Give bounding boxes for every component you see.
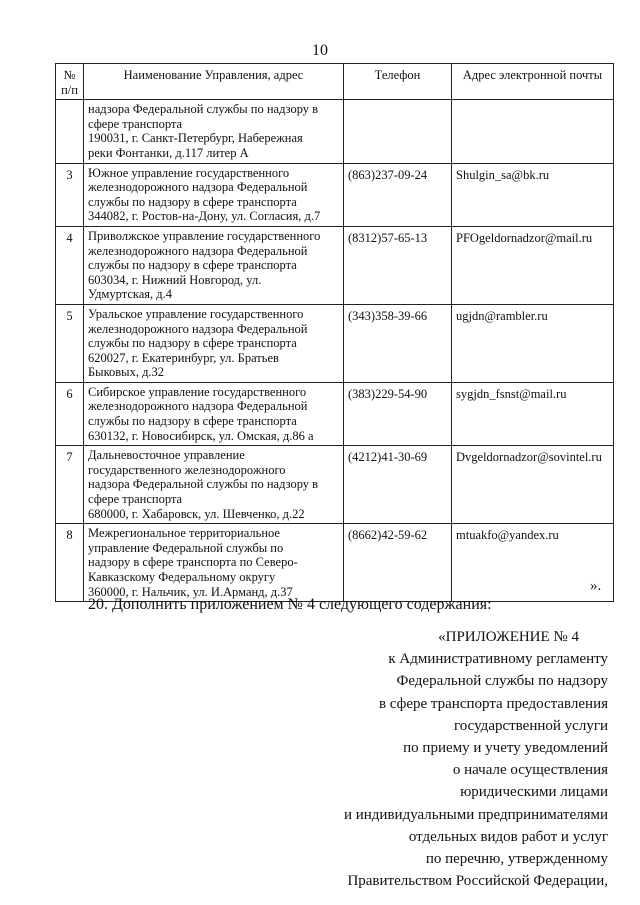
row-number: 4: [56, 226, 84, 304]
page-number: 10: [312, 42, 328, 59]
name-line: Кавказскому Федеральному округу: [88, 570, 276, 584]
appendix-line: и индивидуальными предпринимателями: [343, 806, 608, 823]
phone-number: (343)358-39-66: [344, 304, 452, 382]
appendix-line: к Административному регламенту: [388, 651, 608, 668]
name-line: Приволжское управление государственного: [88, 228, 321, 243]
appendix-lines: [268, 648, 608, 892]
name-line: сфере транспорта: [88, 116, 183, 131]
email-address: mtuakfo@yandex.ru: [452, 524, 614, 602]
table-row: [56, 163, 614, 226]
department-name-address: [84, 382, 344, 445]
name-line: службы по надзору в сфере транспорта: [88, 194, 297, 209]
email-address: [452, 100, 614, 163]
email-address: Dvgeldornadzor@sovintel.ru: [452, 446, 614, 524]
department-name-address: [84, 100, 344, 163]
table-header-row: [56, 64, 614, 100]
table-row: [56, 382, 614, 445]
phone-number: (4212)41-30-69: [344, 446, 452, 524]
row-number: 6: [56, 382, 84, 445]
appendix-line: юридическими лицами: [460, 784, 608, 801]
name-line: 620027, г. Екатеринбург, ул. Братьев: [88, 350, 279, 365]
name-line: службы по надзору в сфере транспорта: [88, 414, 297, 429]
header-name: Наименование Управления, адрес: [84, 64, 344, 100]
row-number: 3: [56, 163, 84, 226]
row-number: 7: [56, 446, 84, 524]
name-line: надзора Федеральной службы по надзору в: [88, 477, 319, 492]
phone-number: (8312)57-65-13: [344, 226, 452, 304]
name-line: Южное управление государственного: [88, 165, 290, 180]
name-line: 630132, г. Новосибирск, ул. Омская, д.86 а: [88, 428, 314, 443]
name-line: службы по надзору в сфере транспорта: [88, 258, 297, 273]
name-line: сфере транспорта: [88, 492, 183, 507]
name-line: железнодорожного надзора Федеральной: [88, 180, 308, 195]
phone-number: [344, 100, 452, 163]
phone-number: (383)229-54-90: [344, 382, 452, 445]
name-line: 680000, г. Хабаровск, ул. Шевченко, д.22: [88, 506, 305, 521]
name-line: Удмуртская, д.4: [88, 287, 173, 302]
appendix-line: о начале осуществления: [452, 762, 608, 779]
table-row: [56, 100, 614, 163]
appendix-header-block: [268, 626, 608, 892]
name-line: железнодорожного надзора Федеральной: [88, 399, 308, 414]
name-line: государственного железнодорожного: [88, 462, 286, 477]
appendix-line: Федеральной службы по надзору: [396, 673, 608, 690]
email-address: PFOgeldornadzor@mail.ru: [452, 226, 614, 304]
department-name-address: [84, 524, 344, 602]
table-row: [56, 304, 614, 382]
name-line: реки Фонтанки, д.117 литер А: [88, 145, 249, 160]
row-number: 8: [56, 524, 84, 602]
table-row: [56, 446, 614, 524]
name-line: железнодорожного надзора Федеральной: [88, 321, 308, 336]
table-row: [56, 524, 614, 602]
name-line: Уральское управление государственного: [88, 306, 304, 321]
name-line: управление Федеральной службы по: [88, 540, 284, 555]
name-line: 190031, г. Санкт-Петербург, Набережная: [88, 131, 303, 146]
department-name-address: [84, 304, 344, 382]
table-row: [56, 226, 614, 304]
header-num: № п/п: [56, 64, 84, 100]
name-line: надзору в сфере транспорта по Северо-: [88, 555, 298, 570]
email-address: sygjdn_fsnst@mail.ru: [452, 382, 614, 445]
name-line: 603034, г. Нижний Новгород, ул.: [88, 272, 262, 287]
departments-table: [55, 63, 614, 602]
header-phone: Телефон: [344, 64, 452, 100]
name-line: Сибирское управление государственного: [88, 384, 307, 399]
header-email: Адрес электронной почты: [452, 64, 614, 100]
appendix-line: в сфере транспорта предоставления: [378, 695, 608, 712]
department-name-address: [84, 226, 344, 304]
email-address: Shulgin_sa@bk.ru: [452, 163, 614, 226]
table-body: [56, 100, 614, 602]
name-line: Межрегиональное территориальное: [88, 526, 280, 541]
appendix-line: государственной услуги: [454, 717, 608, 734]
appendix-line: по приему и учету уведомлений: [403, 740, 608, 757]
appendix-heading: «ПРИЛОЖЕНИЕ № 4: [438, 629, 579, 645]
name-line: железнодорожного надзора Федеральной: [88, 243, 308, 258]
name-line: 344082, г. Ростов-на-Дону, ул. Согласия, д.7: [88, 209, 321, 224]
row-number: 5: [56, 304, 84, 382]
email-address: ugjdn@rambler.ru: [452, 304, 614, 382]
name-line: 360000, г. Нальчик, ул. И.Арманд, д.37: [88, 584, 293, 599]
name-line: Быковых, д.32: [88, 365, 165, 380]
appendix-line: отдельных видов работ и услуг: [408, 828, 608, 845]
appendix-line: Правительством Российской Федерации,: [347, 873, 608, 890]
name-line: службы по надзору в сфере транспорта: [88, 336, 297, 351]
closing-quote: ».: [590, 578, 602, 594]
row-number: [56, 100, 84, 163]
item-20-text: 20. Дополнить приложением № 4 следующего содержания:: [88, 596, 492, 613]
department-name-address: [84, 163, 344, 226]
name-line: Дальневосточное управление: [88, 448, 245, 463]
department-name-address: [84, 446, 344, 524]
appendix-line: по перечню, утвержденному: [425, 851, 608, 868]
name-line: надзора Федеральной службы по надзору в: [88, 102, 319, 117]
phone-number: (863)237-09-24: [344, 163, 452, 226]
phone-number: (8662)42-59-62: [344, 524, 452, 602]
